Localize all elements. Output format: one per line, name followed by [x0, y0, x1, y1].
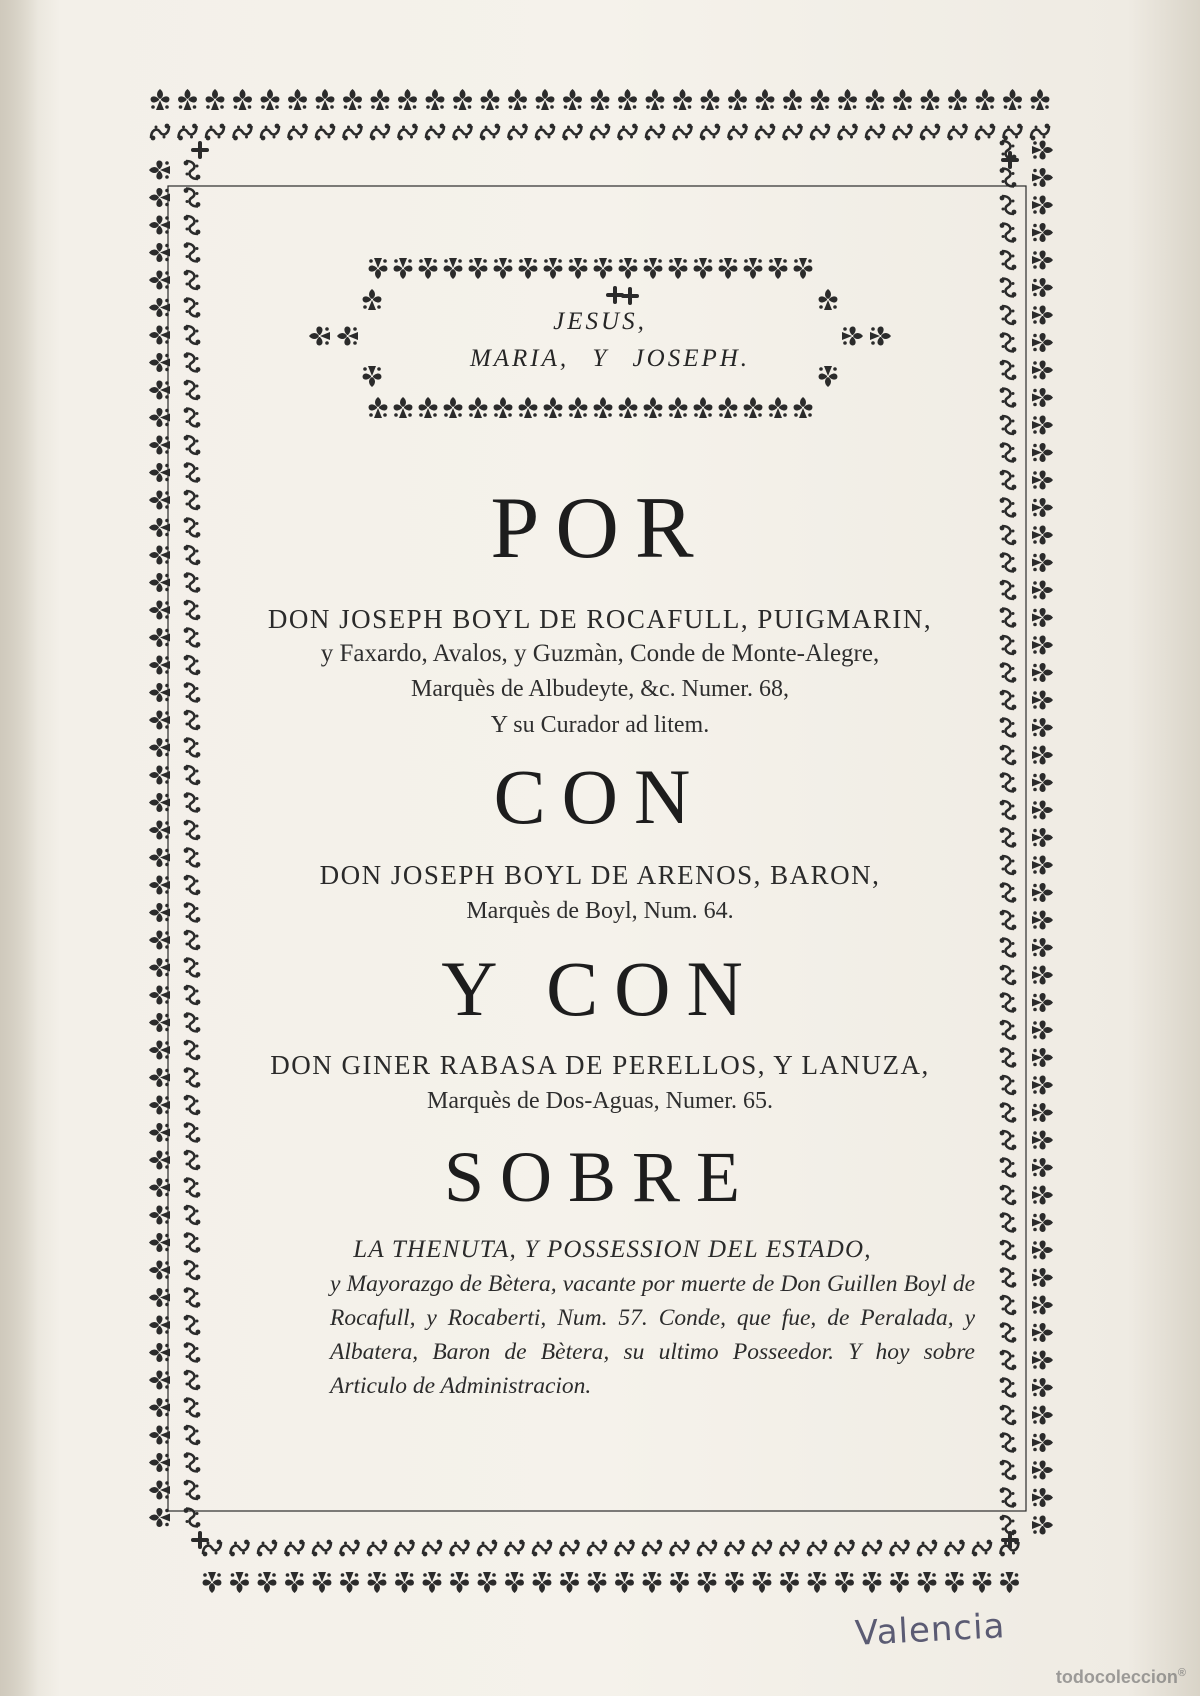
cartouche-fleuron	[544, 397, 563, 418]
por-line-4: Y su Curador ad litem.	[490, 712, 710, 738]
por-line-1: DON JOSEPH BOYL DE ROCAFULL, PUIGMARIN,	[267, 604, 933, 634]
sobre-line-1: LA THENUTA, Y POSSESSION DEL ESTADO,	[353, 1236, 872, 1263]
cartouche-fleuron	[870, 327, 891, 346]
handwritten-annotation: Valencia	[854, 1606, 1007, 1654]
ycon-line-2: Marquès de Dos-Aguas, Numer. 65.	[427, 1088, 773, 1114]
cartouche-fleuron	[769, 258, 788, 279]
por-line-2: y Faxardo, Avalos, y Guzmàn, Conde de Monte-Alegre,	[320, 640, 880, 667]
cartouche-fleuron	[469, 397, 488, 418]
cartouche-fleuron	[669, 258, 688, 279]
watermark: todocoleccion®	[1055, 1667, 1186, 1687]
invocation-line-1: JESUS,	[553, 308, 647, 335]
cartouche-fleuron	[494, 258, 513, 279]
cartouche-fleuron	[569, 397, 588, 418]
cartouche-fleuron	[444, 258, 463, 279]
cartouche-fleuron	[694, 258, 713, 279]
cartouche-fleuron	[594, 258, 613, 279]
ycon-line-1: DON GINER RABASA DE PERELLOS, Y LANUZA,	[270, 1050, 930, 1080]
cartouche-fleuron	[719, 258, 738, 279]
sobre-body: y Mayorazgo de Bètera, vacante por muerte de Don Guillen Boyl de Rocafull, y Rocaberti, Num. 57. Conde, que fue, de Peralada, y Albatera, Baron de Bètera, su ultimo Posseedor. Y hoy sobre Articulo de Administracion.	[330, 1271, 975, 1399]
cartouche-fleuron	[794, 397, 813, 418]
cartouche-fleuron	[394, 397, 413, 418]
cartouche-fleuron	[363, 289, 382, 310]
heading-sobre: SOBRE	[443, 1137, 757, 1217]
cartouche-fleuron	[819, 289, 838, 310]
heading-por: POR	[490, 480, 710, 577]
cartouche-fleuron	[744, 397, 763, 418]
cartouche-fleuron	[519, 397, 538, 418]
heading-y-con: Y CON	[441, 945, 759, 1032]
cartouche-fleuron	[719, 397, 738, 418]
cartouche-fleuron	[619, 397, 638, 418]
cartouche-fleuron	[394, 258, 413, 279]
cartouche-fleuron	[619, 258, 638, 279]
cartouche-fleuron	[369, 258, 388, 279]
cartouche-fleuron	[669, 397, 688, 418]
cartouche-fleuron	[519, 258, 538, 279]
heading-con: CON	[493, 753, 707, 840]
cartouche-fleuron	[744, 258, 763, 279]
cartouche-fleuron	[444, 397, 463, 418]
cartouche-fleuron	[644, 397, 663, 418]
cartouche-fleuron	[494, 397, 513, 418]
cartouche-fleuron	[469, 258, 488, 279]
invocation-line-2: MARIA, Y JOSEPH.	[469, 345, 751, 372]
cartouche-fleuron	[842, 327, 863, 346]
cartouche-fleuron	[569, 258, 588, 279]
cartouche-fleuron	[694, 397, 713, 418]
por-line-3: Marquès de Albudeyte, &c. Numer. 68,	[411, 676, 789, 702]
cartouche-fleuron	[544, 258, 563, 279]
sobre-text	[330, 1233, 975, 1403]
cartouche-fleuron	[794, 258, 813, 279]
cartouche-fleuron	[337, 327, 358, 346]
con-line-2: Marquès de Boyl, Num. 64.	[466, 898, 734, 924]
cartouche-fleuron	[769, 397, 788, 418]
con-line-1: DON JOSEPH BOYL DE ARENOS, BARON,	[319, 860, 881, 890]
cartouche-fleuron	[363, 366, 382, 387]
cartouche-fleuron	[644, 258, 663, 279]
cartouche-fleuron	[419, 258, 438, 279]
cartouche-fleuron	[369, 397, 388, 418]
cartouche-fleuron	[309, 327, 330, 346]
cartouche-fleuron	[594, 397, 613, 418]
cartouche-fleuron	[419, 397, 438, 418]
